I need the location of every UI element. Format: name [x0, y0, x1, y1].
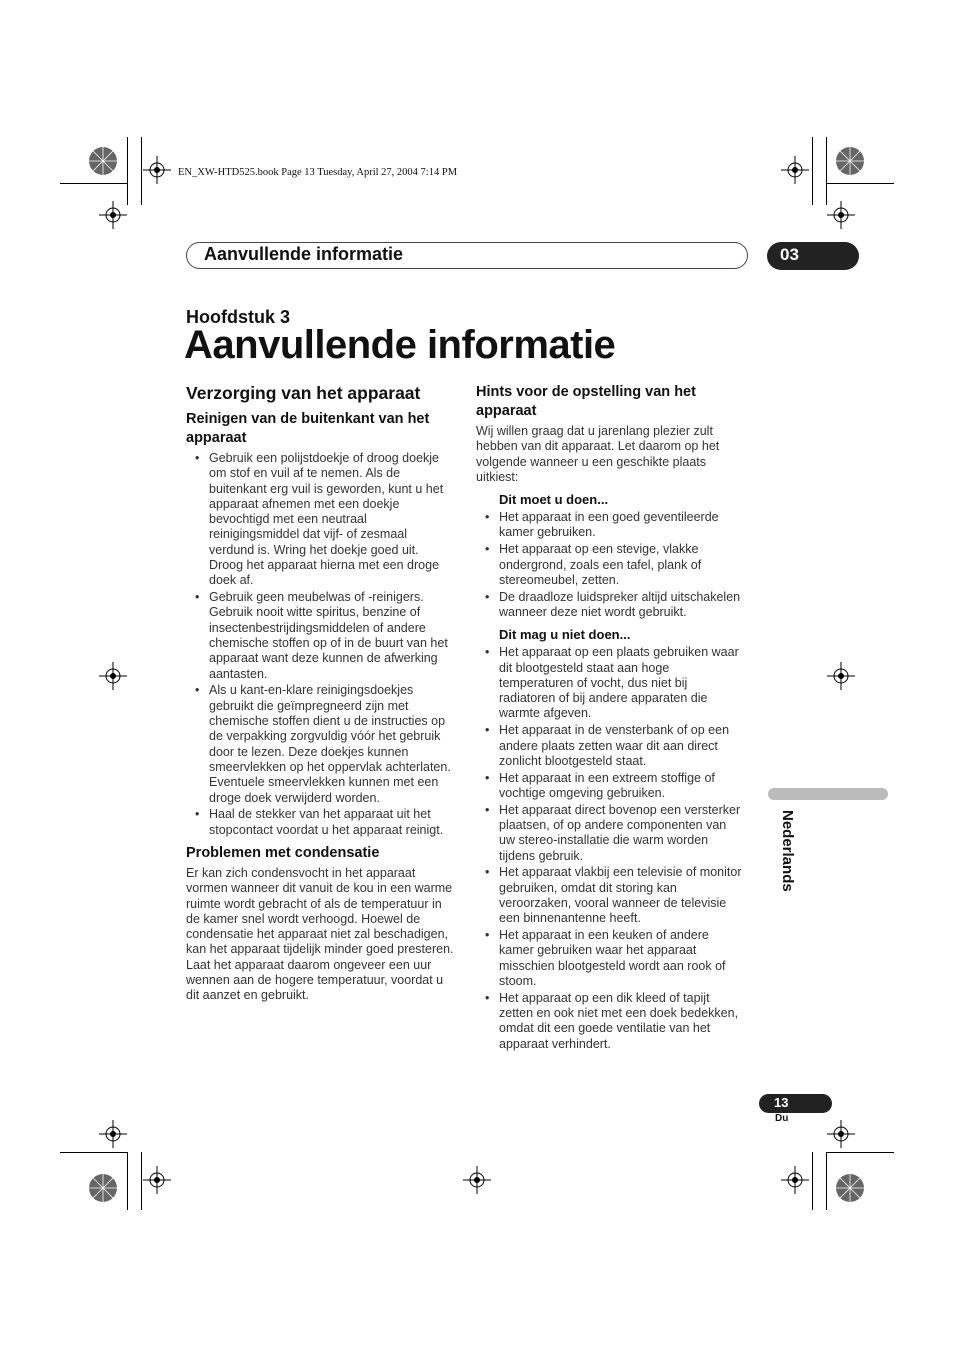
page-number: 13: [774, 1095, 789, 1110]
subsection-heading: Hints voor de opstelling van het apparaat: [476, 384, 696, 419]
print-info: EN_XW-HTD525.book Page 13 Tuesday, April 27, 2004 7:14 PM: [178, 167, 458, 178]
list-heading: Dit mag u niet doen...: [499, 627, 631, 643]
body-paragraph: Er kan zich condensvocht in het apparaat vormen wanneer dit vanuit de kou in een warme ruimte wordt gebracht of als de temperatuur in de kamer snel wordt verhoogd. Hoewel de condensatie het apparaat niet zal beschadigen, kan het apparaat tijdelijk minder goed presteren. Laat het apparaat daarom ongeveer een uur wennen aan de hogere temperatuur, voordat u dit aanzet en gebruikt.: [186, 865, 454, 1003]
registration-mark: [827, 662, 855, 690]
registration-mark: [99, 201, 127, 229]
registration-mark: [143, 156, 171, 184]
page-language-code: Du: [775, 1113, 789, 1124]
list-item: • Gebruik een polijstdoekje of droog doekje om stof en vuil af te nemen. Als de buitenkant erg vuil is geworden, kunt u het apparaat afnemen met een doekje bevochtigd met een neutraal reinigingsmiddel dat vijf- of zesmaal verdund is. Wring het doekje goed uit. Droog het apparaat hierna met een droge doek af.: [186, 451, 454, 589]
starburst-target: [88, 146, 118, 176]
language-label: Nederlands: [779, 810, 796, 892]
dont-list: [476, 645, 744, 1052]
registration-mark: [99, 662, 127, 690]
left-column: [186, 383, 454, 1004]
list-item: • Het apparaat op een plaats gebruiken waar dit blootgesteld staat aan hoge temperaturen of vocht, dus niet bij radiatoren of bij andere apparaten die warmte afgeven.: [476, 645, 744, 721]
registration-mark: [827, 201, 855, 229]
list-item: • Het apparaat in de vensterbank of op een andere plaats zetten waar dit aan direct zonlicht blootgesteld staat.: [476, 723, 744, 769]
language-tab: [778, 810, 798, 910]
list-item: • De draadloze luidspreker altijd uitschakelen wanneer deze niet wordt gebruikt.: [476, 590, 744, 621]
list-item: • Gebruik geen meubelwas of -reinigers. Gebruik nooit witte spiritus, benzine of insectenbestrijdingsmiddelen of andere chemische stoffen op of in de buurt van het apparaat want deze kunnen de afwerking aantasten.: [186, 590, 454, 682]
subsection-heading: Reinigen van de buitenkant van het apparaat: [186, 411, 430, 446]
registration-mark: [143, 1166, 171, 1194]
header-title: Aanvullende informatie: [204, 244, 404, 264]
list-item: • Het apparaat op een stevige, vlakke ondergrond, zoals een tafel, plank of stereomeubel, zetten.: [476, 542, 744, 588]
list-item: • Haal de stekker van het apparaat uit het stopcontact voordat u het apparaat reinigt.: [186, 807, 454, 838]
registration-mark: [781, 156, 809, 184]
cleaning-list: [186, 451, 454, 838]
registration-mark: [99, 1120, 127, 1148]
list-item: • Het apparaat in een goed geventileerde kamer gebruiken.: [476, 510, 744, 541]
list-item: • Het apparaat op een dik kleed of tapijt zetten en ook niet met een doek bedekken, omdat dit een goede ventilatie van het apparaat verhindert.: [476, 991, 744, 1052]
do-list: [476, 510, 744, 620]
list-item: • Als u kant-en-klare reinigingsdoekjes gebruikt die geïmpregneerd zijn met chemische stoffen dient u de instructies op de verpakking zorgvuldig vóór het gebruik door te lezen. Deze doekjes kunnen smeervlekken op het oppervlak achterlaten. Eventuele smeervlekken kunnen met een droge doek verwijderd worden.: [186, 683, 454, 805]
right-column: [476, 383, 744, 1053]
starburst-target: [835, 1173, 865, 1203]
list-item: • Het apparaat in een extreem stoffige of vochtige omgeving gebruiken.: [476, 771, 744, 802]
list-item: • Het apparaat in een keuken of andere kamer gebruiken waar het apparaat misschien blootgesteld wordt aan rook of stoom.: [476, 928, 744, 989]
subsection-heading: Problemen met condensatie: [186, 844, 380, 861]
list-item: • Het apparaat direct bovenop een versterker plaatsen, of op andere componenten van uw stereo-installatie die warm worden tijdens gebruik.: [476, 803, 744, 864]
starburst-target: [88, 1173, 118, 1203]
list-item: • Het apparaat vlakbij een televisie of monitor gebruiken, omdat dit storing kan veroorzaken, vooral wanneer de televisie een binnenantenne heeft.: [476, 865, 744, 926]
registration-mark: [827, 1120, 855, 1148]
chapter-label: Hoofdstuk 3: [186, 307, 291, 327]
language-tab-bar: [768, 788, 888, 800]
registration-mark: [463, 1166, 491, 1194]
section-heading: Verzorging van het apparaat: [186, 383, 421, 403]
registration-mark: [781, 1166, 809, 1194]
chapter-title: Aanvullende informatie: [184, 323, 616, 367]
list-heading: Dit moet u doen...: [499, 492, 609, 508]
starburst-target: [835, 146, 865, 176]
page-badge: [759, 1094, 832, 1113]
chapter-number: 03: [780, 245, 799, 264]
body-paragraph: Wij willen graag dat u jarenlang plezier zult hebben van dit apparaat. Let daarom op het volgende wanneer u een geschikte plaats uitkiest:: [476, 424, 720, 484]
